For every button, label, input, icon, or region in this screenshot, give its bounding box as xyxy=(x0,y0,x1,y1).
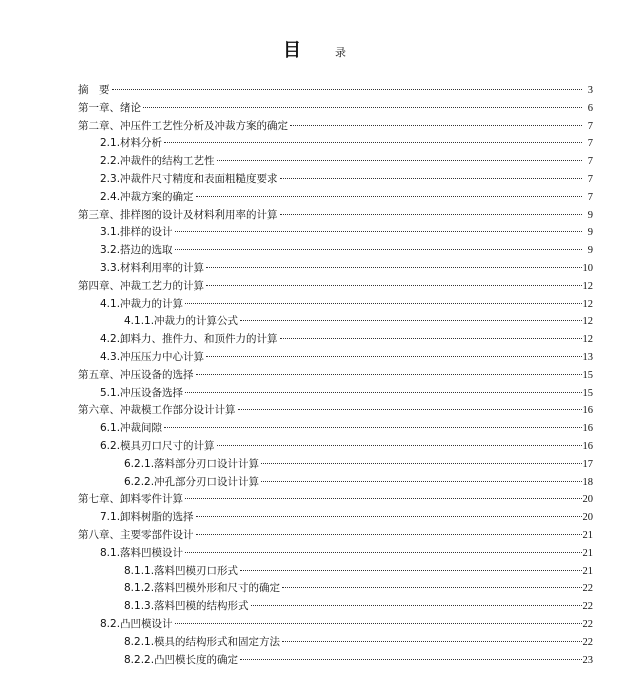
toc-dot-leader xyxy=(175,249,582,250)
toc-entry[interactable] xyxy=(78,580,593,598)
toc-entry-label: 第八章、主要零部件设计 xyxy=(78,528,194,541)
toc-entry-label: 摘 要 xyxy=(78,84,110,96)
toc-dot-leader xyxy=(240,320,581,321)
toc-entry[interactable] xyxy=(78,118,593,136)
toc-entry-label: 4.1.冲裁力的计算 xyxy=(100,297,184,310)
toc-dot-leader xyxy=(164,427,581,428)
toc-entry-page-number: 12 xyxy=(582,316,593,328)
toc-entry[interactable] xyxy=(78,509,593,527)
toc-entry-label: 8.2.2.凸凹模长度的确定 xyxy=(124,653,239,666)
toc-entry[interactable] xyxy=(78,634,593,652)
toc-entry[interactable] xyxy=(78,135,593,153)
toc-dot-leader xyxy=(280,338,582,339)
toc-entry[interactable] xyxy=(78,598,593,616)
toc-entry-label: 8.1.落料凹模设计 xyxy=(100,546,184,559)
toc-entry-label: 8.1.1.落料凹模刃口形式 xyxy=(124,564,239,577)
toc-dot-leader xyxy=(290,125,582,126)
toc-entry-label: 8.1.2.落料凹模外形和尺寸的确定 xyxy=(124,582,281,595)
toc-entry-label: 第六章、冲裁模工作部分设计计算 xyxy=(78,404,236,417)
toc-entry-label: 第二章、冲压件工艺性分析及冲裁方案的确定 xyxy=(78,119,288,132)
toc-dot-leader xyxy=(280,178,582,179)
toc-entry-label: 4.1.1.冲裁力的计算公式 xyxy=(124,315,239,328)
toc-entry-label: 2.2.冲裁件的结构工艺性 xyxy=(100,155,215,168)
toc-entry-label: 8.2.1.模具的结构形式和固定方法 xyxy=(124,635,281,648)
toc-entry[interactable] xyxy=(78,171,593,189)
toc-dot-leader xyxy=(251,605,582,606)
toc-dot-leader xyxy=(143,107,582,108)
toc-entry-page-number: 13 xyxy=(582,351,593,363)
toc-dot-leader xyxy=(175,623,582,624)
toc-entry-page-number: 16 xyxy=(582,405,593,417)
toc-entry-label: 8.1.3.落料凹模的结构形式 xyxy=(124,600,249,613)
toc-entry-label: 4.3.冲压压力中心计算 xyxy=(100,350,205,363)
toc-entry[interactable] xyxy=(78,563,593,581)
toc-entry-page-number: 12 xyxy=(582,280,593,292)
toc-entry-label: 2.1.材料分析 xyxy=(100,137,163,150)
toc-entry-label: 第七章、卸料零件计算 xyxy=(78,493,183,506)
toc-entry[interactable] xyxy=(78,100,593,118)
toc-entry-page-number: 23 xyxy=(582,654,593,666)
toc-entry-label: 2.3.冲裁件尺寸精度和表面粗糙度要求 xyxy=(100,172,278,185)
toc-dot-leader xyxy=(282,587,581,588)
toc-entry-label: 6.2.2.冲孔部分刃口设计计算 xyxy=(124,475,260,488)
toc-entry-label: 7.1.卸料树脂的选择 xyxy=(100,511,194,524)
toc-entry-label: 8.2.凸凹模设计 xyxy=(100,617,173,630)
toc-dot-leader xyxy=(185,303,581,304)
toc-entry-page-number: 16 xyxy=(582,423,593,435)
toc-entry-page-number: 22 xyxy=(582,601,593,613)
toc-dot-leader xyxy=(240,570,581,571)
toc-entry-label: 5.1.冲压设备选择 xyxy=(100,386,184,399)
toc-entry-label: 第三章、排样图的设计及材料利用率的计算 xyxy=(78,208,278,221)
toc-dot-leader xyxy=(217,160,582,161)
toc-dot-leader xyxy=(261,481,581,482)
toc-entry[interactable] xyxy=(78,420,593,438)
toc-entry[interactable] xyxy=(78,224,593,242)
toc-dot-leader xyxy=(206,356,581,357)
toc-dot-leader xyxy=(185,552,581,553)
toc-entry[interactable] xyxy=(78,474,593,492)
toc-entry-label: 3.3.材料利用率的计算 xyxy=(100,261,205,274)
toc-dot-leader xyxy=(175,231,582,232)
toc-entry-page-number: 7 xyxy=(587,173,593,185)
toc-entry[interactable] xyxy=(78,491,593,509)
title-char-2: 录 xyxy=(335,46,346,59)
toc-entry-page-number: 6 xyxy=(587,102,593,114)
toc-entry[interactable] xyxy=(78,438,593,456)
toc-dot-leader xyxy=(196,516,582,517)
toc-entry[interactable] xyxy=(78,331,593,349)
toc-dot-leader xyxy=(196,534,582,535)
toc-entry-page-number: 22 xyxy=(582,618,593,630)
toc-entry-label: 第一章、绪论 xyxy=(78,101,141,114)
toc-entry-page-number: 17 xyxy=(582,458,593,470)
toc-entry-label: 第五章、冲压设备的选择 xyxy=(78,368,194,381)
title-char-1: 目 xyxy=(283,40,301,61)
toc-entry[interactable] xyxy=(78,545,593,563)
toc-entry-page-number: 9 xyxy=(587,245,593,257)
toc-entry[interactable] xyxy=(78,207,593,225)
toc-entry[interactable] xyxy=(78,313,593,331)
toc-dot-leader xyxy=(185,392,581,393)
toc-dot-leader xyxy=(206,285,582,286)
toc-entry[interactable] xyxy=(78,402,593,420)
toc-entry[interactable] xyxy=(78,367,593,385)
toc-entry-page-number: 9 xyxy=(587,227,593,239)
toc-entry[interactable] xyxy=(78,82,593,100)
toc-entry-page-number: 22 xyxy=(582,636,593,648)
toc-entry-page-number: 22 xyxy=(582,583,593,595)
toc-entry-label: 2.4.冲裁方案的确定 xyxy=(100,190,194,203)
toc-entry-page-number: 21 xyxy=(582,529,593,541)
toc-dot-leader xyxy=(217,445,582,446)
toc-entry[interactable] xyxy=(78,349,593,367)
toc-dot-leader xyxy=(112,89,583,90)
toc-entry-label: 3.1.排样的设计 xyxy=(100,226,173,239)
toc-entry-page-number: 21 xyxy=(582,547,593,559)
toc-entry-page-number: 15 xyxy=(582,369,593,381)
toc-entry-page-number: 16 xyxy=(582,440,593,452)
toc-dot-leader xyxy=(196,374,582,375)
toc-entry-label: 3.2.搭边的选取 xyxy=(100,244,173,257)
toc-entry-page-number: 18 xyxy=(582,476,593,488)
toc-entry-page-number: 10 xyxy=(582,262,593,274)
toc-entry-page-number: 9 xyxy=(587,209,593,221)
toc-entry[interactable] xyxy=(78,616,593,634)
toc-entry-label: 4.2.卸料力、推件力、和顶件力的计算 xyxy=(100,333,278,346)
toc-dot-leader xyxy=(206,267,581,268)
toc-entry[interactable] xyxy=(78,296,593,314)
toc-dot-leader xyxy=(164,142,582,143)
toc-entry-label: 6.2.1.落料部分刃口设计计算 xyxy=(124,457,260,470)
toc-dot-leader xyxy=(238,409,582,410)
toc-entry-label: 6.1.冲裁间隙 xyxy=(100,422,163,435)
toc-entry-page-number: 15 xyxy=(582,387,593,399)
toc-dot-leader xyxy=(261,463,581,464)
table-of-contents xyxy=(78,82,593,669)
toc-dot-leader xyxy=(282,641,581,642)
toc-entry-page-number: 21 xyxy=(582,565,593,577)
toc-entry-page-number: 20 xyxy=(582,512,593,524)
toc-entry-label: 第四章、冲裁工艺力的计算 xyxy=(78,279,204,292)
toc-entry-page-number: 7 xyxy=(587,191,593,203)
toc-entry-page-number: 7 xyxy=(587,156,593,168)
toc-entry[interactable] xyxy=(78,153,593,171)
toc-entry-page-number: 3 xyxy=(587,85,593,96)
toc-dot-leader xyxy=(240,659,581,660)
toc-entry[interactable] xyxy=(78,527,593,545)
toc-entry-label: 6.2.模具刃口尺寸的计算 xyxy=(100,439,215,452)
toc-dot-leader xyxy=(280,214,583,215)
toc-entry[interactable] xyxy=(78,260,593,278)
toc-entry-page-number: 12 xyxy=(582,298,593,310)
toc-entry[interactable] xyxy=(78,385,593,403)
toc-entry-page-number: 7 xyxy=(587,120,593,132)
toc-entry-page-number: 7 xyxy=(587,138,593,150)
toc-entry[interactable] xyxy=(78,278,593,296)
toc-entry[interactable] xyxy=(78,652,593,670)
toc-dot-leader xyxy=(196,196,582,197)
toc-dot-leader xyxy=(185,498,582,499)
toc-entry-page-number: 12 xyxy=(582,334,593,346)
toc-entry[interactable] xyxy=(78,456,593,474)
toc-entry[interactable] xyxy=(78,242,593,260)
toc-entry-page-number: 20 xyxy=(582,494,593,506)
page-title xyxy=(0,36,629,62)
toc-entry[interactable] xyxy=(78,189,593,207)
